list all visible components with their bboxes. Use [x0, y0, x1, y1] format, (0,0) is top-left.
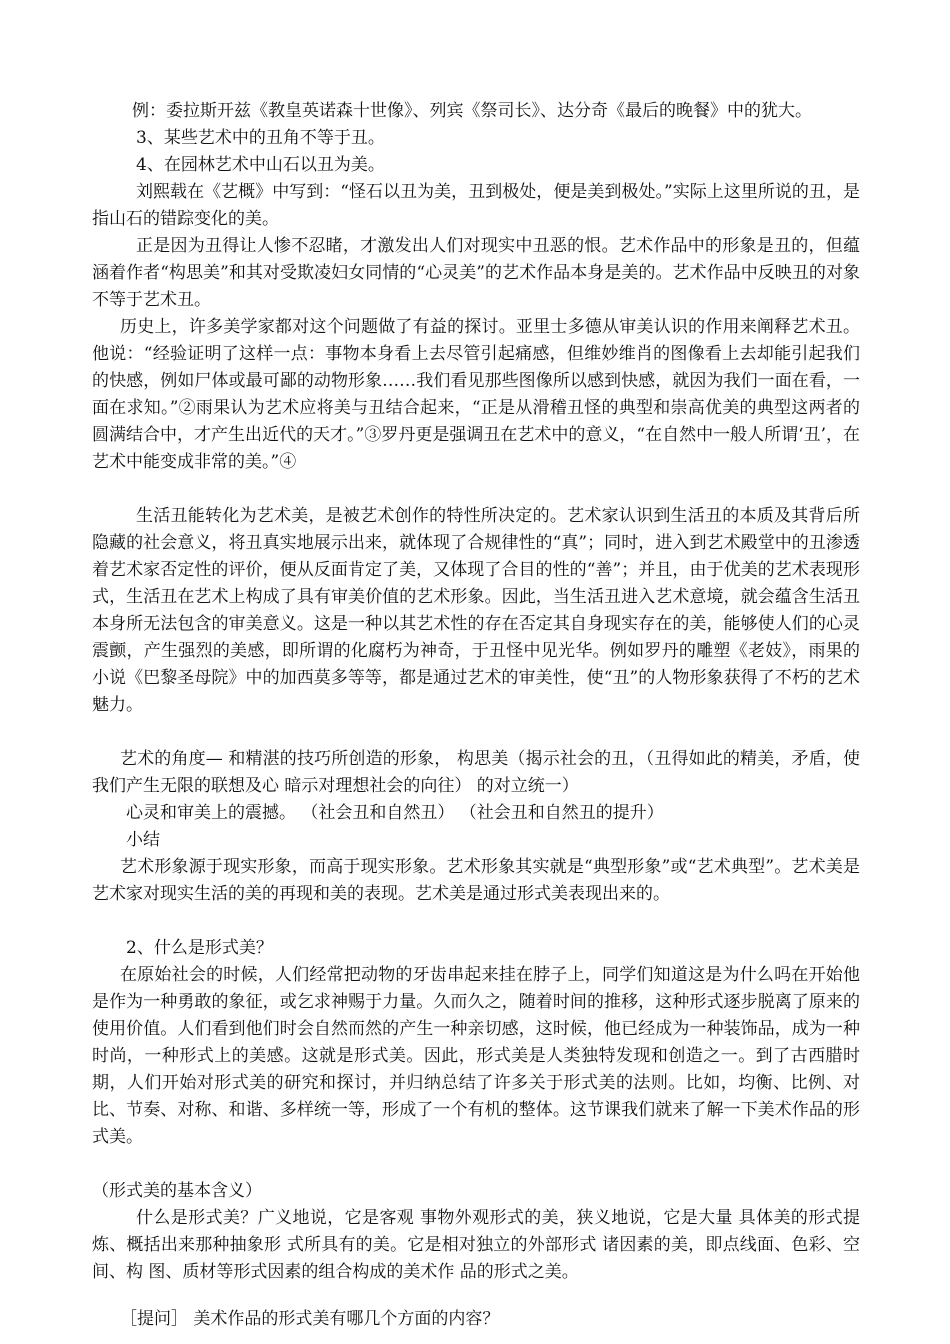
spacer [92, 1286, 860, 1306]
paragraph-ugliness-art: 正是因为丑得让人惨不忍睹，才激发出人们对现实中丑恶的恨。艺术作品中的形象是丑的，但蕴涵着作者“构思美”和其对受欺凌妇女同情的“心灵美”的艺术作品本身是美的。艺术作品中反映丑的对象不等于艺术丑。 [92, 236, 860, 310]
paragraph-history: 历史上，许多美学家都对这个问题做了有益的探讨。亚里士多德从审美认识的作用来阐释艺术丑。他说：“经验证明了这样一点：事物本身看上去尽管引起痛感，但维妙维肖的图像看上去却能引起我们的快感，例如尸体或最可鄙的动物形象……我们看见那些图像所以感到快感，就因为我们一面在看，一面在求知。”②雨果认为艺术应将美与丑结合起来，“正是从滑稽丑怪的典型和崇高优美的典型这两者的圆满结合中，才产生出近代的天才。”③罗丹更是强调丑在艺术中的意义，“在自然中一般人所谓‘丑’，在艺术中能变成非常的美。”④ [92, 317, 860, 472]
paragraph-summary: 艺术形象源于现实形象，而高于现实形象。艺术形象其实就是“典型形象”或“艺术典型”。艺术美是艺术家对现实生活的美的再现和美的表现。艺术美是通过形式美表现出来的。 [92, 857, 860, 904]
paragraph-transformation: 生活丑能转化为艺术美，是被艺术创作的特性所决定的。艺术家认识到生活丑的本质及其背后所隐藏的社会意义，将丑真实地展示出来，就体现了合规律性的“真”；同时，进入到艺术殿堂中的丑渗透着艺术家否定性的评价，便从反面肯定了美，又体现了合目的性的“善”；并且，由于优美的艺术表现形式，生活丑在艺术上构成了具有审美价值的艺术形象。因此，当生活丑进入艺术意境，就会蕴含生活丑本身所无法包含的审美意义。这是一种以其艺术性的存在否定其自身现实存在的美，能够使人们的心灵震颤，产生强烈的美感，即所谓的化腐朽为神奇，于丑怪中见光华。例如罗丹的雕塑《老妓》，雨果的小说《巴黎圣母院》中的加西莫多等等，都是通过艺术的审美性，使“丑”的人物形象获得了不朽的艺术魅力。 [92, 506, 860, 715]
question-line: ［提问］ 美术作品的形式美有哪几个方面的内容？ [120, 1309, 500, 1329]
paragraph-examples: 例：委拉斯开兹《教皇英诺森十世像》、列宾《祭司长》、达分奇《最后的晚餐》中的犹大。 [132, 101, 812, 121]
spacer [92, 908, 860, 935]
paragraph-point-4: 4、在园林艺术中山石以丑为美。 [136, 155, 385, 175]
paragraph-art-angle: 艺术的角度— 和精湛的技巧所创造的形象， 构思美（揭示社会的丑，（丑得如此的精美，矛盾，使我们产生无限的联想及心 暗示对理想社会的向往） 的对立统一） [92, 749, 860, 796]
paragraph-heart-shock: 心灵和审美上的震撼。 （社会丑和自然丑） （社会丑和自然丑的提升） [126, 803, 664, 823]
paragraph-primitive-society: 在原始社会的时候，人们经常把动物的牙齿串起来挂在脖子上，同学们知道这是为什么吗在开始他是作为一种勇敢的象征，或乞求神赐于力量。久而久之，随着时间的推移，这种形式逐步脱离了原来的使用价值。人们看到他们时会自然而然的产生一种亲切感，这时候，他已经成为一种装饰品，成为一种时尚，一种形式上的美感。这就是形式美。因此，形式美是人类独特发现和创造之一。到了古西腊时期，人们开始对形式美的研究和探讨，并归纳总结了许多关于形式美的法则。比如，均衡、比例、对比、节奏、对称、和谐、多样统一等，形成了一个有机的整体。这节课我们就来了解一下美术作品的形式美。 [92, 965, 860, 1147]
spacer [92, 476, 860, 503]
paragraph-definition: 什么是形式美？广义地说，它是客观 事物外观形式的美，狭义地说，它是大量 具体美的形式提炼、概括出来那种抽象形 式所具有的美。它是相对独立的外部形式 诸因素的美，即点线面、色彩、空间、构 图、质材等形式因素的组合构成的美术作 品的形式之美。 [92, 1208, 860, 1282]
section-heading-form-beauty: 2、什么是形式美？ [126, 938, 273, 958]
paragraph-liu-xizai: 刘熙载在《艺概》中写到：“怪石以丑为美，丑到极处，便是美到极处。”实际上这里所说的丑，是指山石的错踪变化的美。 [92, 182, 860, 229]
document-page [92, 98, 860, 1333]
paragraph-point-3: 3、某些艺术中的丑角不等于丑。 [136, 128, 385, 148]
spacer [92, 1151, 860, 1178]
summary-heading: 小结 [126, 830, 160, 850]
spacer [92, 719, 860, 746]
subheading-basic-meaning: （形式美的基本含义） [92, 1181, 262, 1201]
